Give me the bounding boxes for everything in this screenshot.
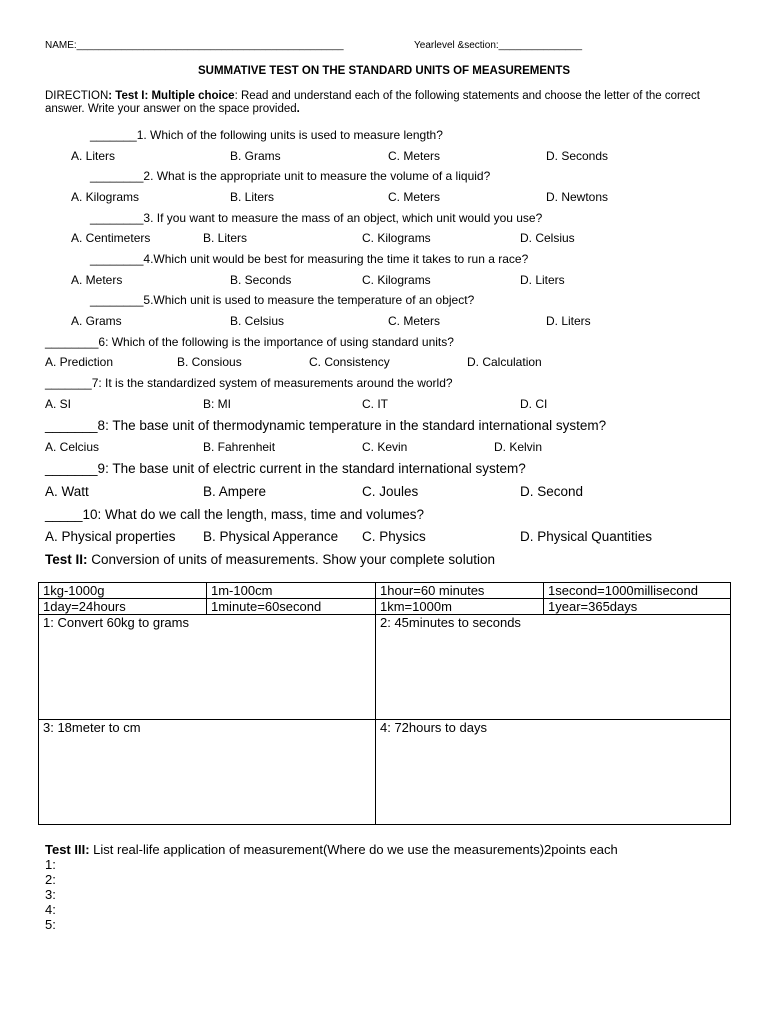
question-8: _______8: The base unit of thermodynamic temperature in the standard international system? xyxy=(45,418,607,433)
choice-3b: B. Liters xyxy=(203,231,248,245)
direction-end: . xyxy=(296,103,300,115)
choice-9a: A. Watt xyxy=(45,484,89,499)
answer-line-3[interactable]: 3: xyxy=(45,887,56,902)
choice-8a: A. Celcius xyxy=(45,440,100,454)
direction xyxy=(45,90,735,116)
choice-6c: C. Consistency xyxy=(309,355,390,369)
table-row xyxy=(39,720,731,825)
table-cell: 1year=365days xyxy=(544,599,731,615)
problem-2-box[interactable]: 2: 45minutes to seconds xyxy=(376,615,731,720)
choice-2b: B. Liters xyxy=(230,190,275,204)
table-row xyxy=(39,599,731,615)
question-10: _____10: What do we call the length, mass, time and volumes? xyxy=(45,507,424,522)
table-cell: 1day=24hours xyxy=(39,599,207,615)
test1-label: : Test I: Multiple choice xyxy=(108,90,235,102)
question-7: _______7: It is the standardized system of measurements around the world? xyxy=(45,376,453,390)
choice-1c: C. Meters xyxy=(388,149,441,163)
table-cell: 1second=1000millisecond xyxy=(544,583,731,599)
problem-1-box[interactable]: 1: Convert 60kg to grams xyxy=(39,615,376,720)
choice-9b: B. Ampere xyxy=(203,484,267,499)
choice-2d: D. Newtons xyxy=(546,190,609,204)
question-5: ________5.Which unit is used to measure the temperature of an object? xyxy=(90,293,475,307)
answer-line-4[interactable]: 4: xyxy=(45,902,56,917)
test3-text: List real-life application of measurement(Where do we use the measurements)2points each xyxy=(89,842,618,857)
choice-5a: A. Grams xyxy=(71,314,122,328)
choice-7d: D. CI xyxy=(520,397,548,411)
choice-5b: B. Celsius xyxy=(230,314,285,328)
answer-line-5[interactable]: 5: xyxy=(45,917,56,932)
choice-8c: C. Kevin xyxy=(362,440,408,454)
answer-line-2[interactable]: 2: xyxy=(45,872,56,887)
page-title: SUMMATIVE TEST ON THE STANDARD UNITS OF MEASUREMENTS xyxy=(197,65,571,77)
question-3: ________3. If you want to measure the mass of an object, which unit would you use? xyxy=(90,211,543,225)
choice-1a: A. Liters xyxy=(71,149,116,163)
question-1: _______1. Which of the following units is used to measure length? xyxy=(90,128,443,142)
choice-4a: A. Meters xyxy=(71,273,123,287)
table-cell: 1km=1000m xyxy=(376,599,544,615)
direction-lead: DIRECTION xyxy=(45,90,109,102)
choice-3a: A. Centimeters xyxy=(71,231,151,245)
choice-3c: C. Kilograms xyxy=(362,231,431,245)
table-cell: 1minute=60second xyxy=(207,599,376,615)
question-9: _______9: The base unit of electric current in the standard international system? xyxy=(45,461,526,476)
choice-6a: A. Prediction xyxy=(45,355,114,369)
choice-5d: D. Liters xyxy=(546,314,591,328)
name-field: NAME:________________________________________________ xyxy=(45,40,344,51)
choice-4d: D. Liters xyxy=(520,273,565,287)
table-cell: 1m-100cm xyxy=(207,583,376,599)
problem-4-box[interactable]: 4: 72hours to days xyxy=(376,720,731,825)
answer-line-1[interactable]: 1: xyxy=(45,857,56,872)
question-6: ________6: Which of the following is the importance of using standard units? xyxy=(45,335,454,349)
choice-9d: D. Second xyxy=(520,484,584,499)
choice-1d: D. Seconds xyxy=(546,149,609,163)
choice-1b: B. Grams xyxy=(230,149,281,163)
choice-10d: D. Physical Quantities xyxy=(520,529,653,544)
choice-6b: B. Consious xyxy=(177,355,242,369)
test2-text: Conversion of units of measurements. Show your complete solution xyxy=(87,552,495,567)
choice-2a: A. Kilograms xyxy=(71,190,140,204)
choice-7b: B: MI xyxy=(203,397,232,411)
table-row xyxy=(39,583,731,599)
question-2: ________2. What is the appropriate unit to measure the volume of a liquid? xyxy=(90,169,491,183)
choice-7a: A. SI xyxy=(45,397,72,411)
direction-text: : Read and understand each of the following statements and choose the letter of the correct answer. Write your answer on the space provided xyxy=(45,90,700,115)
test2-heading xyxy=(45,552,495,567)
choice-5c: C. Meters xyxy=(388,314,441,328)
yearlevel-field: Yearlevel &section:_______________ xyxy=(414,40,583,51)
choice-7c: C. IT xyxy=(362,397,388,411)
choice-4b: B. Seconds xyxy=(230,273,292,287)
test3-heading xyxy=(45,842,618,857)
conversion-table xyxy=(38,582,731,825)
choice-2c: C. Meters xyxy=(388,190,441,204)
table-cell: 1kg-1000g xyxy=(39,583,207,599)
choice-9c: C. Joules xyxy=(362,484,419,499)
choice-3d: D. Celsius xyxy=(520,231,575,245)
choice-4c: C. Kilograms xyxy=(362,273,431,287)
choice-8b: B. Fahrenheit xyxy=(203,440,276,454)
choice-10c: C. Physics xyxy=(362,529,426,544)
test3-label: Test III: xyxy=(45,842,90,857)
problem-3-box[interactable]: 3: 18meter to cm xyxy=(39,720,376,825)
table-row xyxy=(39,615,731,720)
table-cell: 1hour=60 minutes xyxy=(376,583,544,599)
choice-10a: A. Physical properties xyxy=(45,529,176,544)
question-4: ________4.Which unit would be best for measuring the time it takes to run a race? xyxy=(90,252,529,266)
choice-10b: B. Physical Apperance xyxy=(203,529,339,544)
choice-6d: D. Calculation xyxy=(467,355,542,369)
test2-label: Test II: xyxy=(45,552,88,567)
choice-8d: D. Kelvin xyxy=(494,440,543,454)
